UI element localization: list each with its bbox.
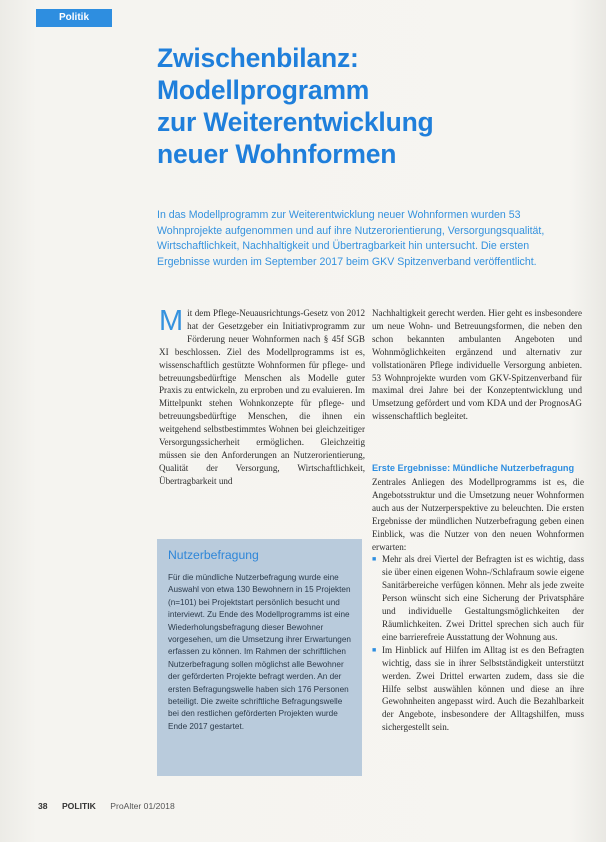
article-lead: In das Modellprogramm zur Weiterentwicklung neuer Wohnformen wurden 53 Wohnprojekte aufgenommen und auf ihre Nutzerorientierung, Versorgungsqualität, Wirtschaftlichkeit, Nachhaltigkeit und Übertragbarkeit hin untersucht. Die ersten Ergebnisse wurden im September 2017 beim GKV Spitzenverband veröffentlicht. (157, 209, 545, 268)
headline-line: neuer Wohnformen (157, 139, 397, 169)
headline-line: Modellprogramm (157, 75, 370, 105)
info-box-text: Für die mündliche Nutzerbefragung wurde eine Auswahl von etwa 130 Bewohnern in 15 Projekten (n=101) bei Projektstart persönlich besucht und interviewt. Zu Ende des Modellprogramms ist eine Wiederholungsbefragung dieser Bewohner vorgesehen, um die Umsetzung ihrer Erwartungen erfassen zu können. Im Rahmen der schriftlichen Nutzerbefragung sollen möglichst alle Bewohner der geförderten Projekte befragt werden. An der ersten Befragungswelle haben sich 176 Personen beteiligt. Die zweite schriftliche Befragungswelle bei den restlichen geförderten Projekten wurde Ende 2017 gestartet. (168, 573, 351, 731)
body-column-right: Nachhaltigkeit gerecht werden. Hier geht es insbesondere um neue Wohn- und Betreuungsformen, die neben den schon bekannten ambulanten Angeboten und Wohnmöglichkeiten ergänzend und alternativ zur vollstationären Pflege individuelle Versorgung anbieten. 53 Wohnprojekte wurden vom GKV-Spitzenverband für maximal drei Jahre bei der Konzeptentwicklung und Umsetzung gefördert und vom KDA und der PrognosAG wissenschaftlich begleitet. (372, 308, 582, 422)
list-item: ■ Mehr als drei Viertel der Befragten ist es wichtig, dass sie über einen eigenen Wohn-/Schlafraum sowie eigene Sanitärbereiche verfügen können. Mehr als jede zweite Person wünscht sich eine Sicherung der Privatsphäre und individuelle Gestaltungsmöglichkeiten der Räumlichkeiten. Zwei Drittel sprechen sich auch für eine barrierefreie Ausstattung der Wohnung aus. (372, 553, 584, 643)
info-box-title: Nutzerbefragung (168, 548, 259, 562)
info-box (157, 539, 362, 776)
headline-line: zur Weiterentwicklung (157, 107, 434, 137)
page-number: 38 (38, 801, 48, 811)
article-headline (157, 42, 577, 170)
bullet-list (372, 553, 584, 734)
body-column-right-lower (372, 476, 584, 734)
body-text: Zentrales Anliegen des Modellprogramms ist es, die Angebotsstruktur und die Umsetzung neuer Wohnformen auch aus der Nutzerperspektive zu beleuchten. Die ersten Ergebnisse der mündlichen Nutzerbefragung geben einen Einblick, was die Nutzer von den neuen Wohnformen erwarten: (372, 477, 584, 552)
headline-line: Zwischenbilanz: (157, 43, 359, 73)
page-footer (38, 801, 175, 811)
list-item: ■ Im Hinblick auf Hilfen im Alltag ist es den Befragten wichtig, dass sie in ihrer Selbstständigkeit unterstützt werden. Zwei Drittel erwarten zudem, dass sie die Hilfe selbst auswählen können und diese an ihre Gewohnheiten angepasst wird. Auch die Bezahlbarkeit der Angebote, insbesondere der Alltagshilfen, muss sichergestellt sein. (372, 644, 584, 734)
body-column-left (159, 307, 365, 488)
dropcap: M (159, 305, 184, 337)
footer-issue: ProAlter 01/2018 (110, 801, 175, 811)
body-text: it dem Pflege-Neuausrichtungs-Gesetz von 2012 hat der Gesetzgeber ein Initiativprogramm zur Förderung neuer Wohnformen nach § 45f SGB XI beschlossen. Ziel des Modellprogramms ist es, wissenschaftlich gestützte Wohnformen für pflege- und betreuungsbedürftige Menschen als Modelle guter Praxis zu entwickeln, zu erproben und zu evaluieren. Im Mittelpunkt stehen Wohnkonzepte für pflege- und betreuungsbedürftige Menschen, die ihnen ein weitgehend selbstbestimmtes Wohnen bei gleichzeitiger Versorgungssicherheit ermöglichen. Gleichzeitig müssen sie den Anforderungen an Nutzerorientierung, Qualität der Versorgung, Wirtschaftlichkeit, Übertragbarkeit und (159, 308, 365, 486)
footer-section: POLITIK (61, 801, 96, 811)
section-rubric: Politik (36, 9, 112, 27)
subheading: Erste Ergebnisse: Mündliche Nutzerbefragung (372, 463, 575, 473)
